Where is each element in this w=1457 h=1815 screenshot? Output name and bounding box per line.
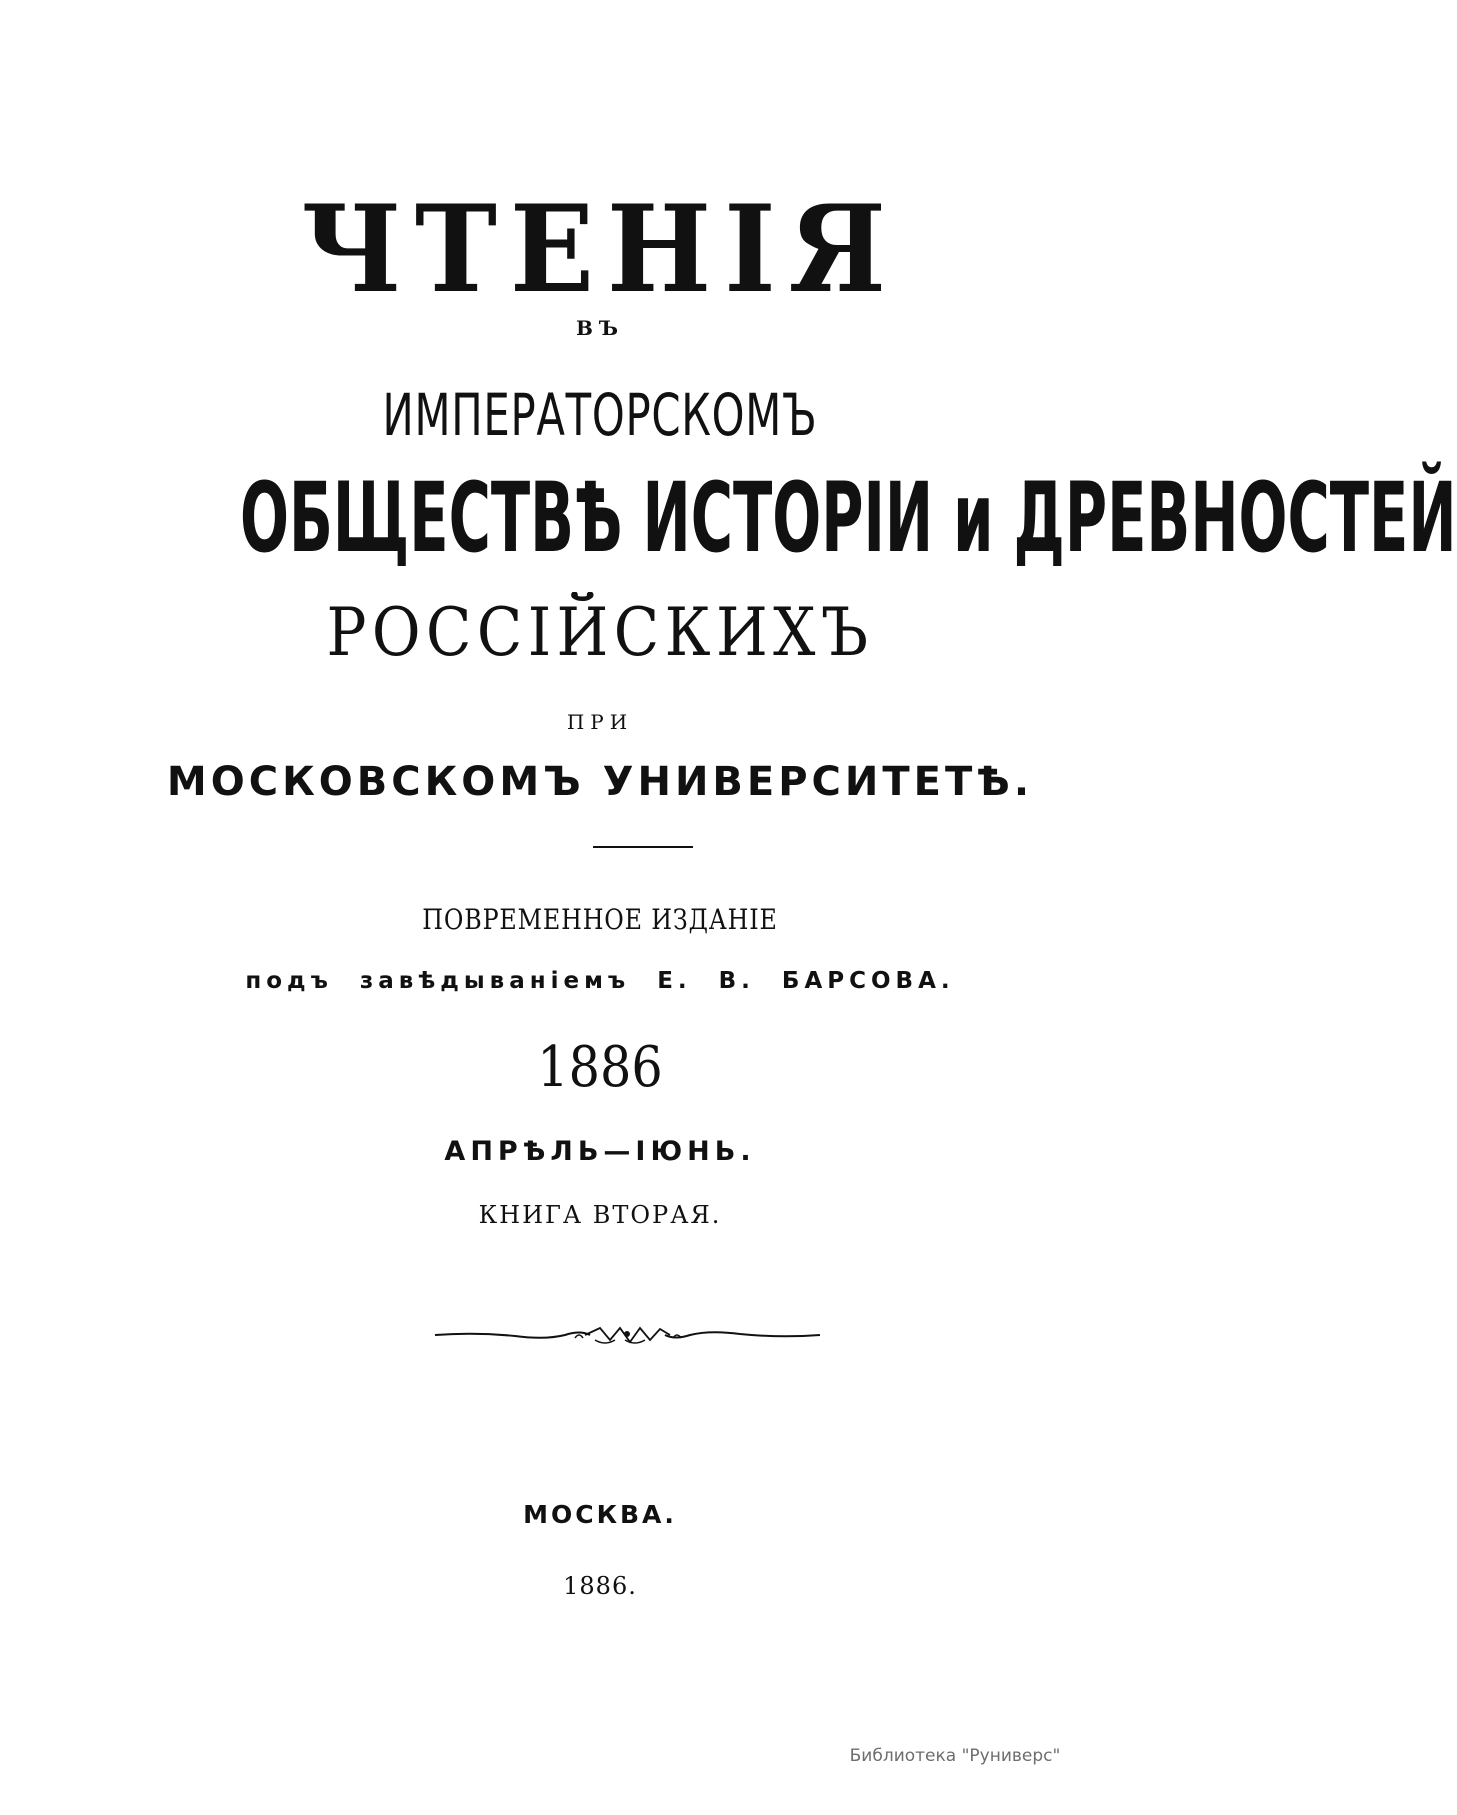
editor-line: подъ завѣдываніемъ Е. В. БАРСОВА. — [245, 968, 955, 994]
volume-year: 1886 — [537, 1035, 663, 1100]
imperial-line: ИМПЕРАТОРСКОМЪ — [382, 381, 818, 449]
russian-line: РОССІЙСКИХЪ — [326, 594, 874, 671]
preposition-at: ПРИ — [566, 710, 634, 734]
months-line: АПРѢЛЬ—ІЮНЬ. — [444, 1136, 756, 1167]
imprint-city: МОСКВА. — [523, 1500, 677, 1529]
divider-rule — [593, 846, 693, 848]
main-title: ЧТЕНІЯ — [301, 179, 899, 320]
preposition-in: ВЪ — [575, 316, 625, 340]
library-watermark: Библиотека "Руниверс" — [849, 1746, 1061, 1766]
university-line: МОСКОВСКОМЪ УНИВЕРСИТЕТѢ. — [166, 759, 1034, 805]
imprint-year: 1886. — [563, 1572, 637, 1600]
book-number: КНИГА ВТОРАЯ. — [478, 1201, 722, 1229]
ornament-flourish — [435, 1320, 820, 1350]
society-line: ОБЩЕСТВѢ ИСТОРІИ и ДРЕВНОСТЕЙ — [240, 462, 1457, 574]
edition-line: ПОВРЕМЕННОЕ ИЗДАНІЕ — [422, 903, 778, 936]
